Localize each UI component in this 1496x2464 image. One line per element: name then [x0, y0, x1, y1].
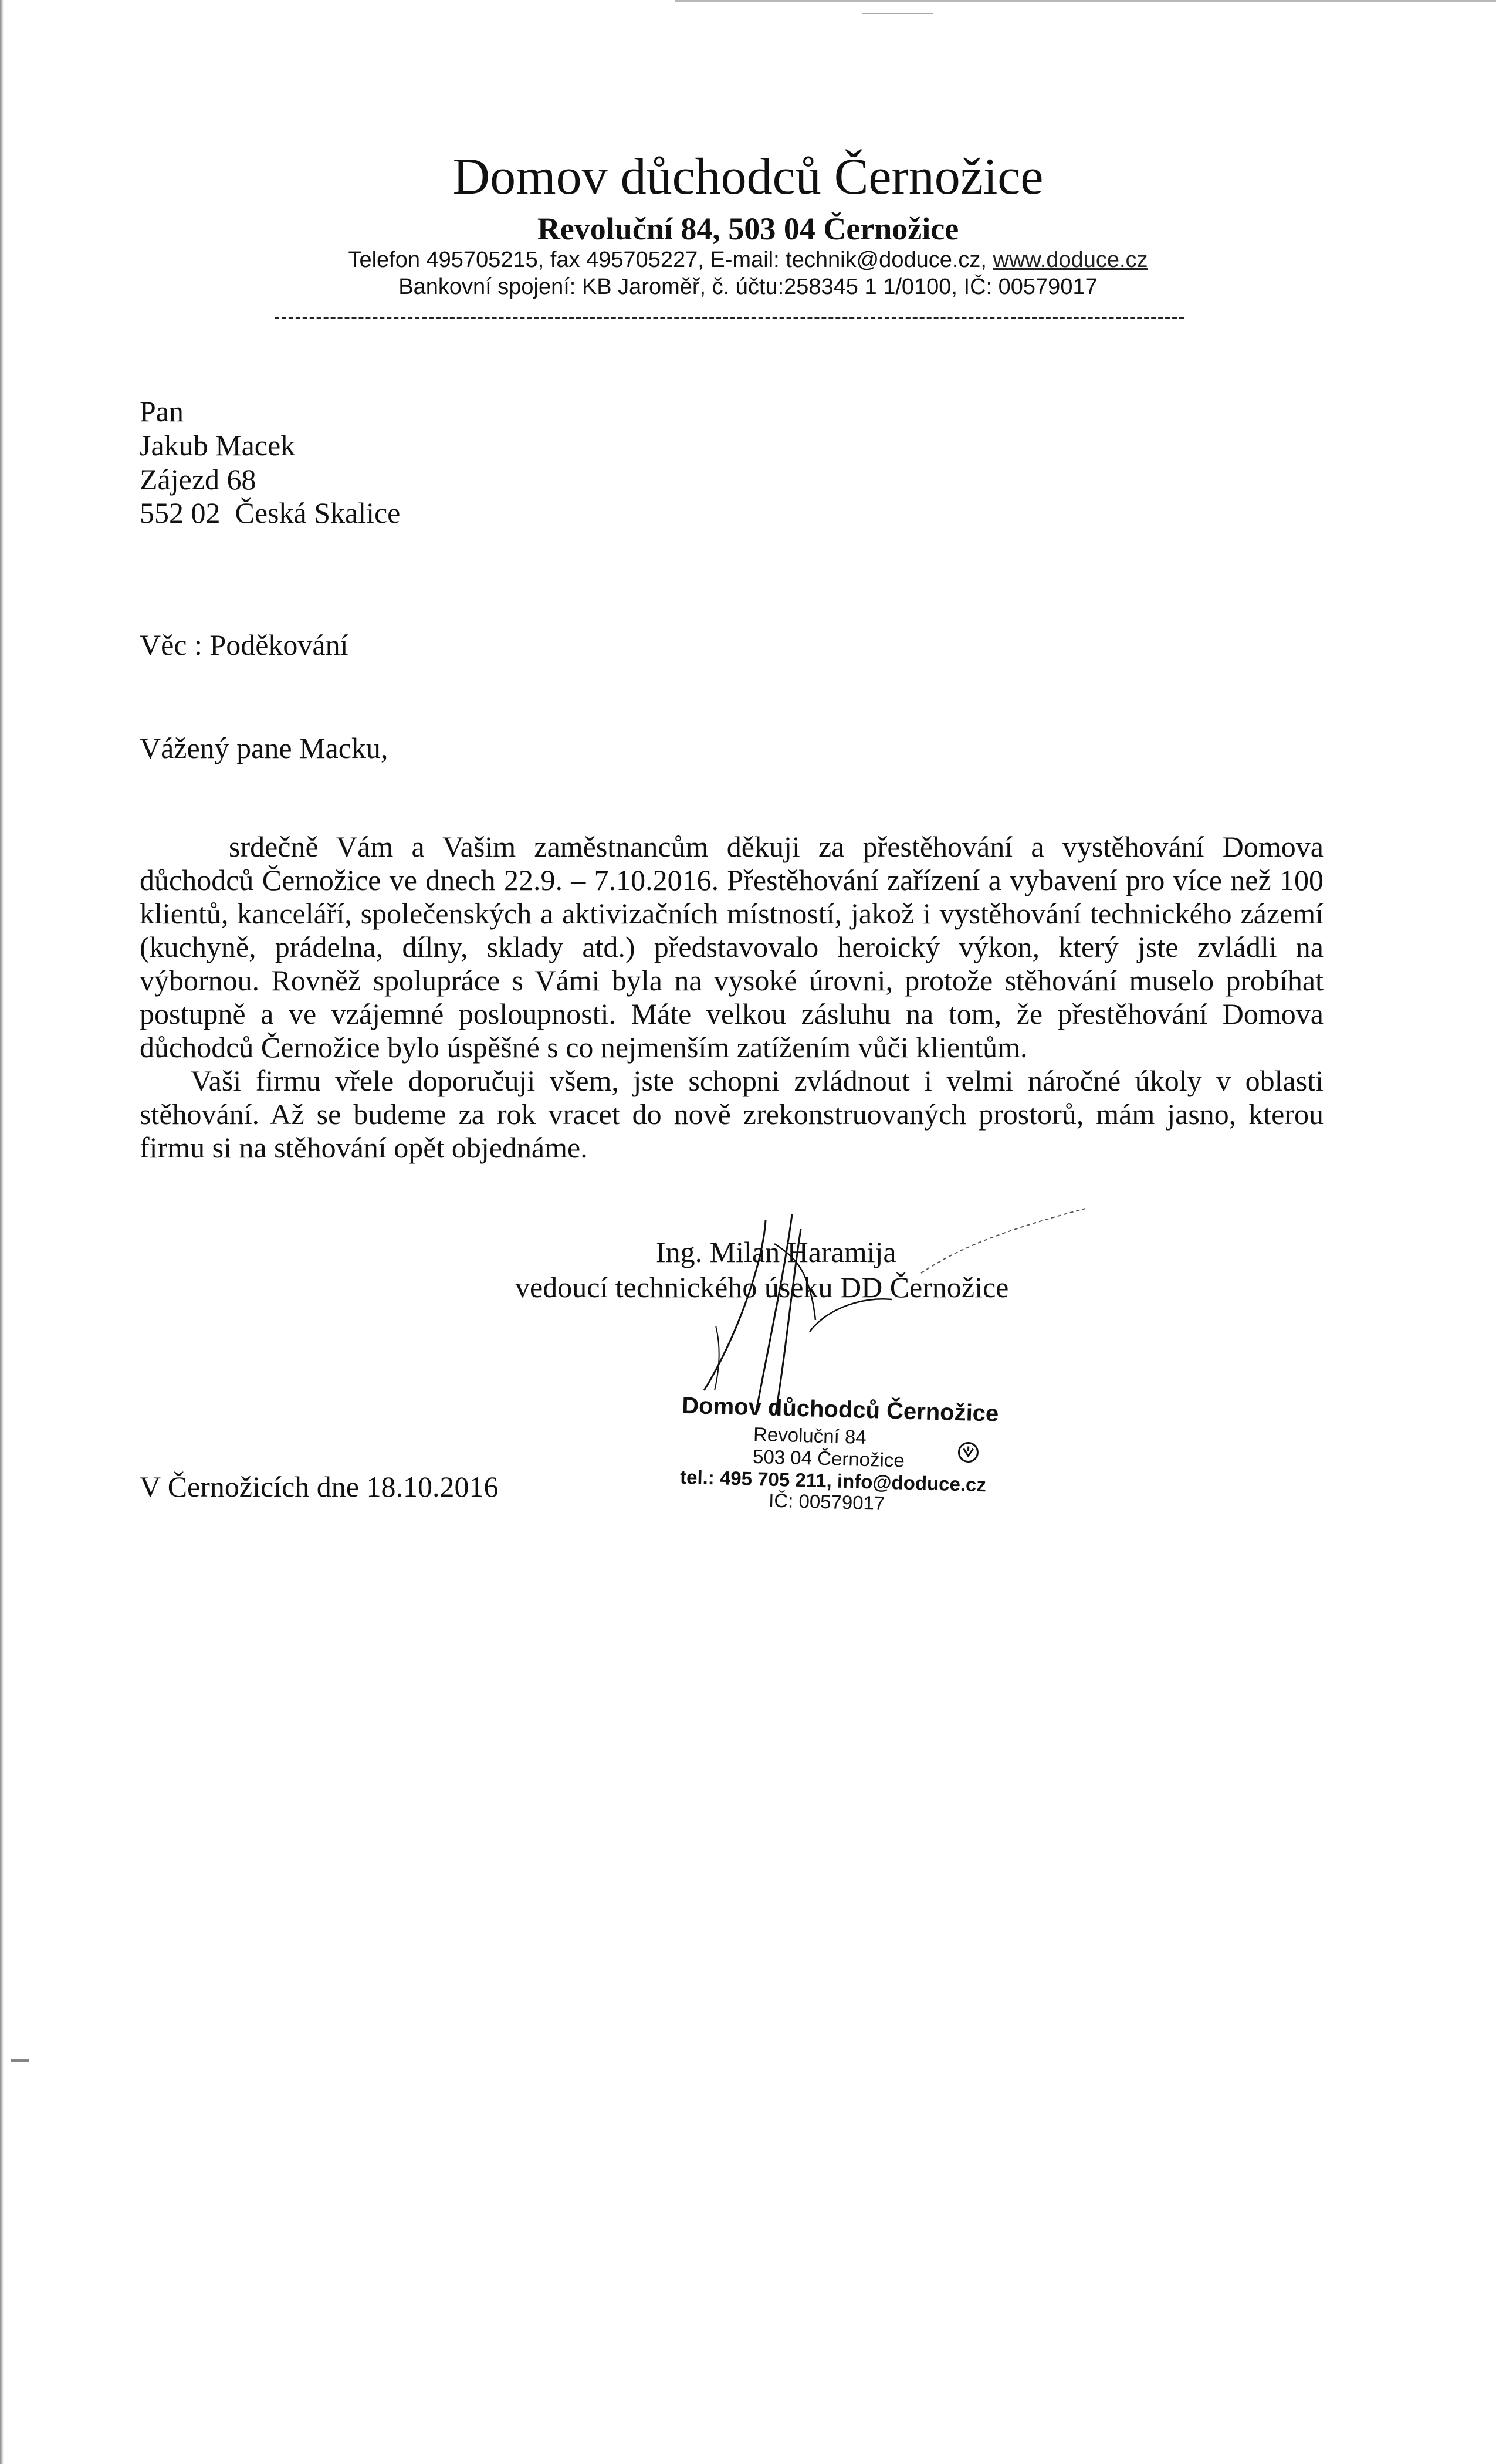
scan-edge-left	[0, 0, 4, 2464]
letterhead-address: Revoluční 84, 503 04 Černožice	[537, 211, 959, 246]
scan-mark	[862, 13, 933, 14]
organization-stamp	[679, 1392, 1011, 1530]
body-paragraph-1: srdečně Vám a Vašim zaměstnancům děkuji za přestěhování a vystěhování Domova důchodců Černožice ve dnech 22.9. – 7.10.2016. Přestěhování zařízení a vybavení pro více než 100 klientů, kanceláří, společenských a aktivizačních místností, jakož i vystěhování technického zázemí (kuchyně, prádelna, dílny, sklady atd.) představovalo heroický výkon, který jste zvládli na výbornou. Rovněž spolupráce s Vámi byla na vysoké úrovni, protože stěhování muselo probíhat postupně a ve vzájemné posloupnosti. Máte velkou zásluhu na tom, že přestěhování Domova důchodců Černožice bylo úspěšné s co nejmenším zatížením vůči klientům.	[140, 830, 1324, 1064]
body-paragraph-2: Vaši firmu vřele doporučuji všem, jste schopni zvládnout i velmi náročné úkoly v oblasti stěhování. Až se budeme za rok vracet do nově zrekonstruovaných prostorů, mám jasno, kterou firmu si na stěhování opět objednáme.	[140, 1064, 1324, 1164]
margin-mark	[11, 2059, 29, 2062]
subject-line: Věc : Poděkování	[140, 628, 348, 661]
recipient-title: Pan	[140, 395, 184, 428]
stamp-city: 503 04 Černožice	[752, 1445, 905, 1471]
letterhead-contact	[0, 246, 1496, 273]
letterhead-divider	[275, 317, 1184, 319]
letterhead-web-link[interactable]: www.doduce.cz	[993, 248, 1148, 272]
letterhead-title: Domov důchodců Černožice	[452, 148, 1044, 205]
recipient-street: Zájezd 68	[140, 463, 256, 496]
stamp-street: Revoluční 84	[753, 1423, 867, 1448]
stamp-logo-icon	[956, 1440, 980, 1464]
scan-edge-top	[675, 0, 1496, 2]
recipient-name: Jakub Macek	[140, 429, 296, 462]
stamp-ic: IČ: 00579017	[768, 1489, 885, 1514]
recipient-city: 552 02 Česká Skalice	[140, 496, 401, 529]
signatory-role: vedoucí technického úseku DD Černožice	[515, 1271, 1009, 1304]
place-and-date: V Černožicích dne 18.10.2016	[140, 1470, 499, 1503]
signatory-name: Ing. Milan Haramija	[656, 1236, 896, 1268]
letterhead-contact-text: Telefon 495705215, fax 495705227, E-mail: technik@doduce.cz,	[348, 248, 987, 272]
stamp-contact: tel.: 495 705 211, info@doduce.cz	[679, 1465, 987, 1496]
letterhead-bank: Bankovní spojení: KB Jaroměř, č. účtu:258345 1 1/0100, IČ: 00579017	[398, 275, 1098, 299]
letter-body	[140, 830, 1324, 1165]
greeting: Vážený pane Macku,	[140, 732, 388, 764]
stamp-name: Domov důchodců Černožice	[681, 1392, 999, 1427]
